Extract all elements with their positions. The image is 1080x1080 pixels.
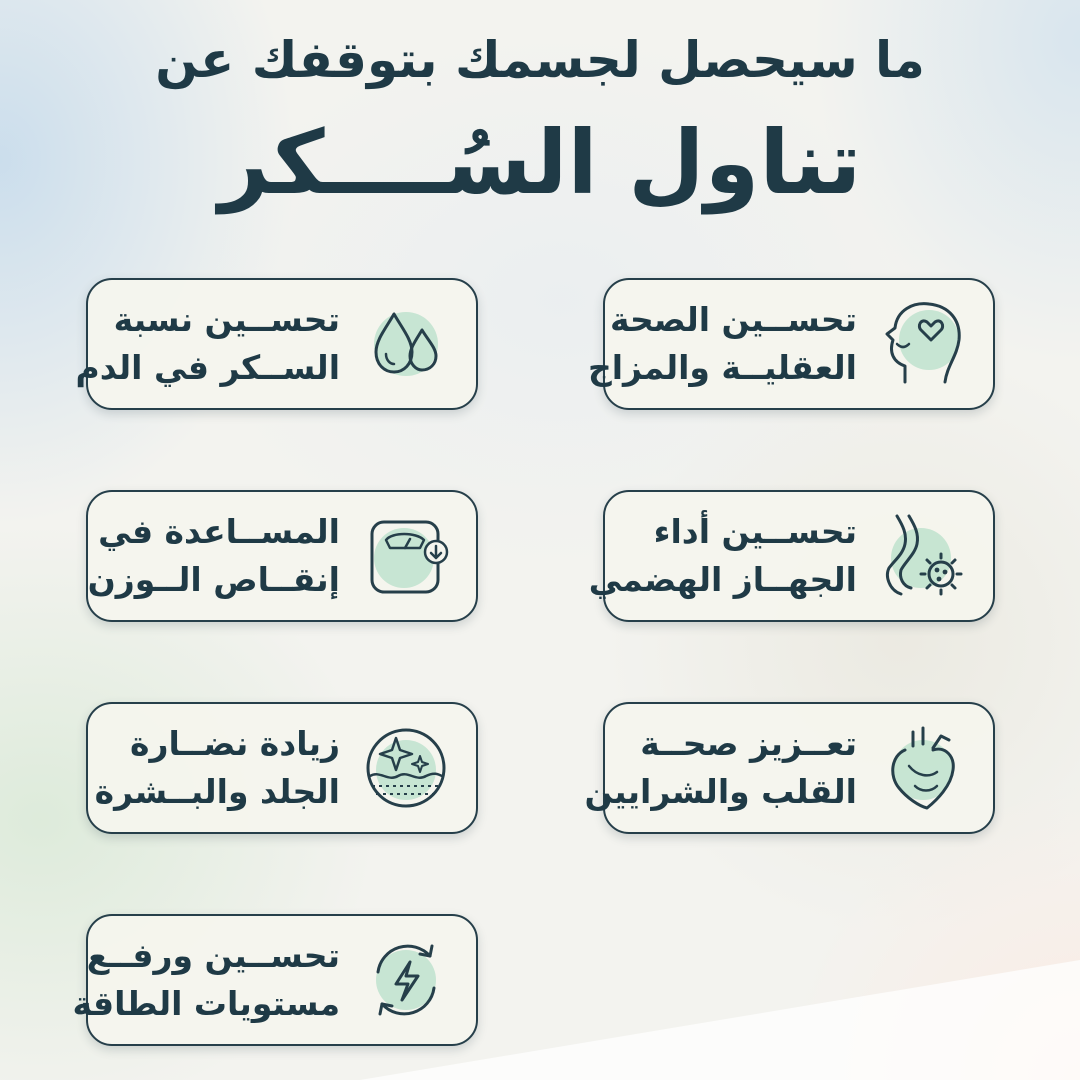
card-skin-glow [86, 702, 478, 834]
subtitle: ما سيحصل لجسمك بتوقفك عن [155, 31, 925, 89]
card-heart-health [584, 702, 995, 834]
card-weight-loss [86, 490, 478, 622]
card-blood-sugar [75, 278, 478, 410]
card-line-2: إنقــاص الــوزن [87, 560, 340, 599]
card-line-2: العقليــة والمزاج [587, 348, 857, 387]
card-line-1: المســاعدة في [98, 512, 340, 551]
card-line-1: تحســين نسبة [113, 300, 340, 339]
weight-scale-icon [358, 508, 454, 604]
card-line-2: الجهــاز الهضمي [588, 560, 857, 599]
card-mental-health [587, 278, 995, 410]
skin-sparkle-icon [358, 720, 454, 816]
card-line-2: مستويات الطاقة [72, 984, 340, 1023]
card-line-1: تحســين ورفــع [86, 936, 340, 975]
blood-drops-icon [358, 296, 454, 392]
header [0, 20, 1080, 218]
card-energy [72, 914, 478, 1046]
head-heart-icon [875, 296, 971, 392]
anatomical-heart-icon [875, 720, 971, 816]
card-line-2: الســكر في الدم [75, 348, 340, 387]
digestive-system-icon [875, 508, 971, 604]
card-line-1: زيادة نضــارة [129, 724, 340, 763]
card-line-2: الجلد والبــشرة [94, 772, 340, 811]
card-line-2: القلب والشرايين [584, 772, 857, 811]
card-line-1: تعــزيز صحــة [640, 724, 857, 763]
card-digestive [588, 490, 995, 622]
card-line-1: تحســين الصحة [610, 300, 857, 339]
energy-bolt-icon [358, 932, 454, 1028]
page-title: تناول السُــــكر [218, 111, 862, 214]
card-line-1: تحســين أداء [653, 512, 857, 551]
